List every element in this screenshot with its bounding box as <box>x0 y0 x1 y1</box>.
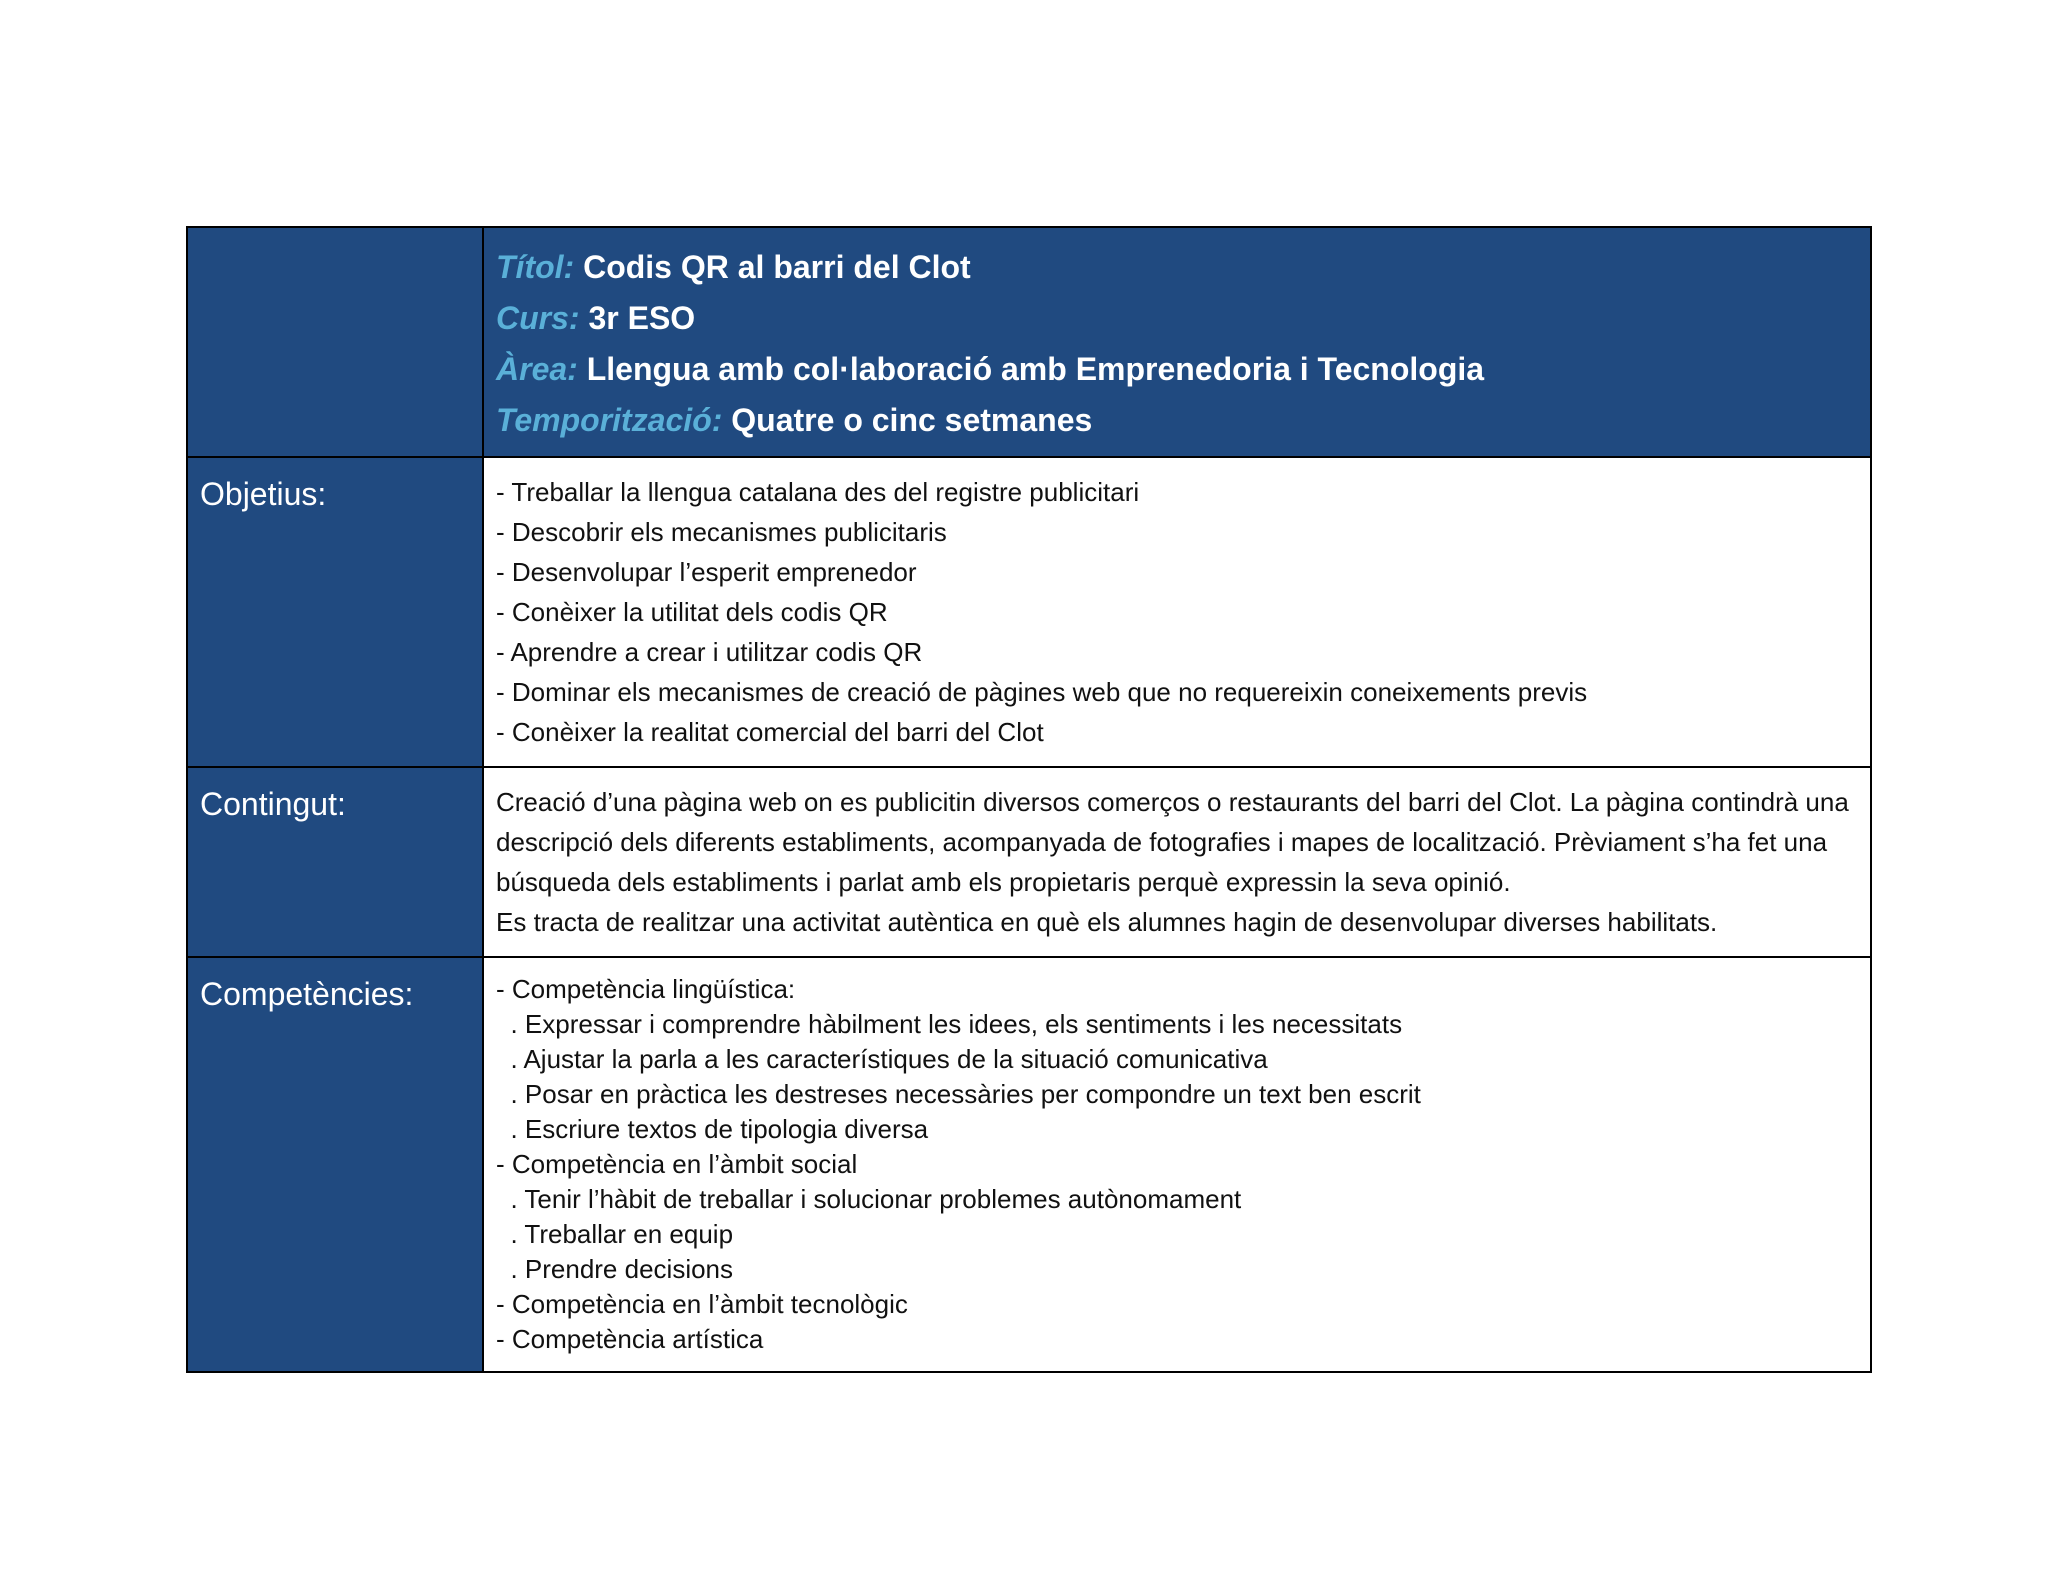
competency-item: - Competència lingüística: <box>496 974 796 1004</box>
content-paragraph: Es tracta de realitzar una activitat autèntica en què els alumnes hagin de desenvolupar diverses habilitats. <box>496 907 1718 937</box>
course-key: Curs: <box>496 300 580 336</box>
objectives-label: Objetius: <box>187 457 483 767</box>
objective-item: - Conèixer la realitat comercial del barri del Clot <box>496 717 1044 747</box>
course-line <box>496 293 1870 344</box>
competency-item: . Tenir l’hàbit de treballar i solucionar problemes autònomament <box>496 1184 1242 1214</box>
timing-value: Quatre o cinc setmanes <box>731 402 1093 438</box>
lesson-plan-table <box>186 226 1872 1373</box>
title-line <box>496 242 1870 293</box>
header-label-cell <box>187 227 483 457</box>
objective-item: - Desenvolupar l’esperit emprenedor <box>496 557 917 587</box>
title-value: Codis QR al barri del Clot <box>583 249 971 285</box>
objective-item: - Conèixer la utilitat dels codis QR <box>496 597 888 627</box>
competencies-row <box>187 957 1871 1372</box>
course-value: 3r ESO <box>588 300 696 336</box>
area-value: Llengua amb col·laboració amb Emprenedoria i Tecnologia <box>586 351 1485 387</box>
objective-item: - Aprendre a crear i utilitzar codis QR <box>496 637 923 667</box>
competency-item: - Competència artística <box>496 1324 764 1354</box>
area-line <box>496 344 1870 395</box>
objective-item: - Descobrir els mecanismes publicitaris <box>496 517 947 547</box>
objective-item: - Dominar els mecanismes de creació de pàgines web que no requereixin coneixements previs <box>496 677 1588 707</box>
competency-item: . Prendre decisions <box>496 1254 734 1284</box>
content-row <box>187 767 1871 957</box>
competency-item: . Treballar en equip <box>496 1219 734 1249</box>
competencies-content <box>483 957 1871 1372</box>
content-label: Contingut: <box>187 767 483 957</box>
competencies-label: Competències: <box>187 957 483 1372</box>
competency-item: - Competència en l’àmbit social <box>496 1149 858 1179</box>
competency-item: . Ajustar la parla a les característiques de la situació comunicativa <box>496 1044 1268 1074</box>
area-key: Àrea: <box>496 351 578 387</box>
competency-item: . Escriure textos de tipologia diversa <box>496 1114 929 1144</box>
content-body <box>483 767 1871 957</box>
objective-item: - Treballar la llengua catalana des del registre publicitari <box>496 477 1140 507</box>
title-key: Títol: <box>496 249 575 285</box>
competency-item: . Expressar i comprendre hàbilment les idees, els sentiments i les necessitats <box>496 1009 1403 1039</box>
timing-line <box>496 395 1870 446</box>
header-cell <box>483 227 1871 457</box>
competency-item: - Competència en l’àmbit tecnològic <box>496 1289 908 1319</box>
competency-item: . Posar en pràctica les destreses necessàries per compondre un text ben escrit <box>496 1079 1421 1109</box>
timing-key: Temporització: <box>496 402 723 438</box>
objectives-row <box>187 457 1871 767</box>
content-paragraph: Creació d’una pàgina web on es publicitin diversos comerços o restaurants del barri del Clot. La pàgina contindrà una descripció dels diferents establiments, acompanyada de fotografies i mapes de localització. Prèviament s’ha fet una búsqueda dels establiments i parlat amb els propietaris perquè expressin la seva opinió. <box>496 787 1849 897</box>
header-row <box>187 227 1871 457</box>
objectives-content <box>483 457 1871 767</box>
